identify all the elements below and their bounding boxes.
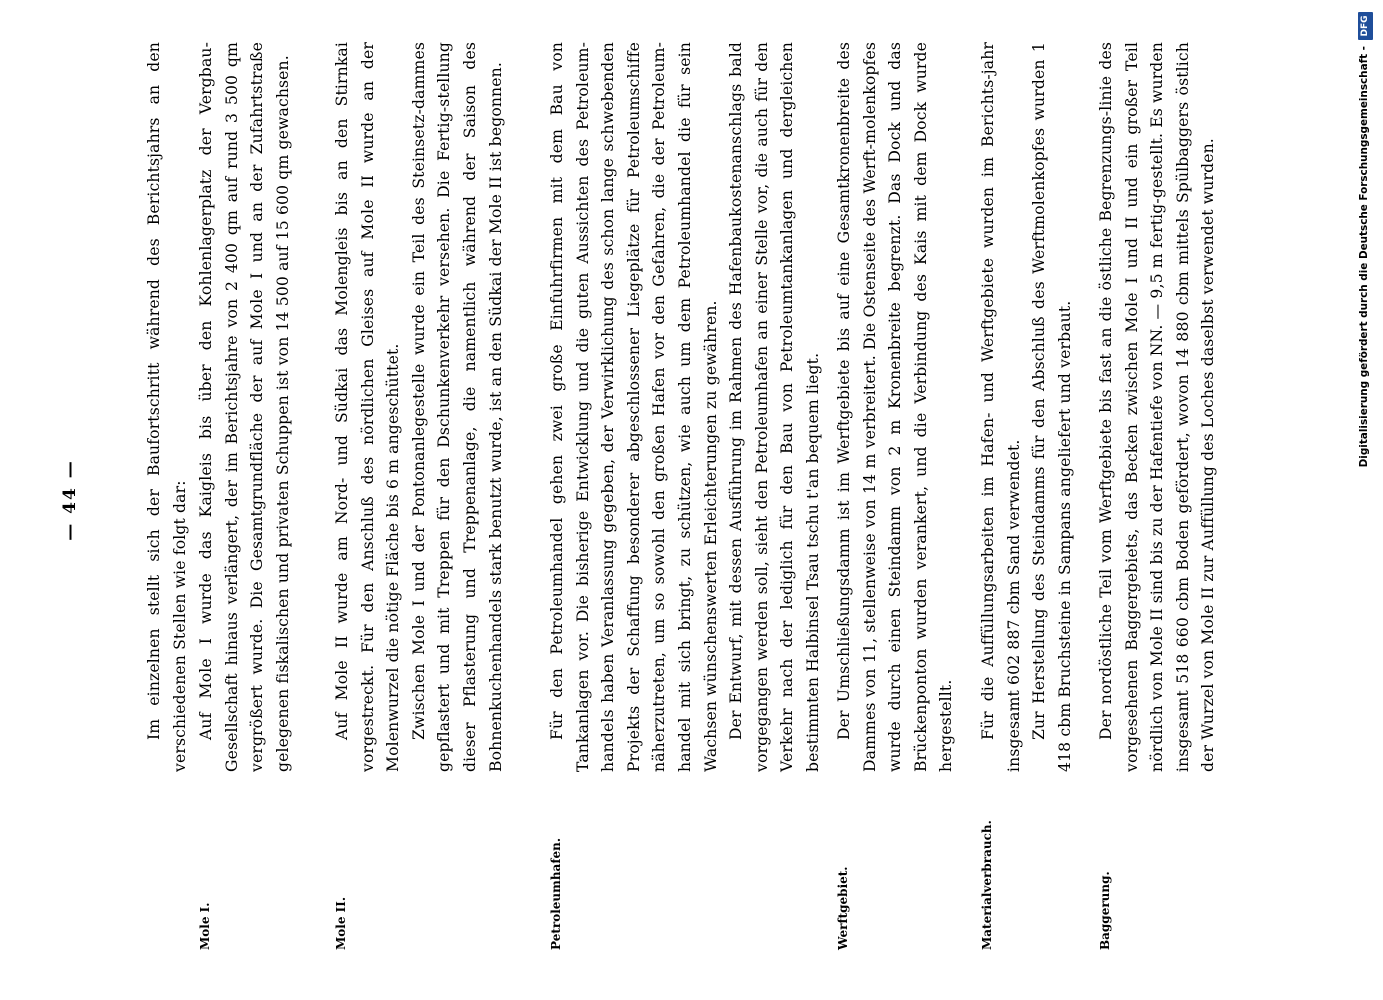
paragraph: Auf Mole II wurde am Nord- und Südkai das Molengleis bis an den Stirnkai vorgestreckt. Für den Anschluß des nördlichen Gleises auf Mole II wurde an der Molenwurzel die nötige Fläche bis 6 m angeschüttet. <box>333 42 403 772</box>
paragraph: Der nordöstliche Teil vom Werftgebiete bis fast an die östliche Begrenzungs-linie des vorgesehenen Baggergebiets, das Becken zwischen Mole I und II und ein großer Teil nördlich von Mole II sind bis zu der Hafentiefe von NN. — 9,5 m fertig-gestellt. Es wurden insgesamt 518 660 cbm Boden gefördert, wovon 14 880 cbm mittels Spülbaggers östlich der Wurzel von Mole II zur Auffüllung des Loches daselbst verwendet wurden. <box>1097 42 1218 772</box>
paragraph: Auf Mole I wurde das Kaigleis bis über den Kohlenlagerplatz der Vergbau-Gesellschaft hinaus verlängert, der im Berichtsjahre von 2 400 qm auf rund 3 500 qm vergrößert wurde. Die Gesamtgrundfläche der auf Mole I und an der Zufahrtstraße gelegenen fiskalischen und privaten Schuppen ist von 14 500 auf 15 600 qm gewachsen. <box>197 42 292 772</box>
digitization-note: Digitalisierung gefördert durch die Deutsche Forschungsgemeinschaft - <box>1358 46 1370 468</box>
digitization-footer <box>1358 0 1374 1000</box>
dfg-logo-icon: DFG <box>1358 12 1373 40</box>
sidenote-mole-2: Mole II. <box>334 896 348 950</box>
section-body <box>1094 42 1222 772</box>
sidenote-baggerung: Baggerung. <box>1098 871 1112 950</box>
sidenote-materialverbrauch: Materialverbrauch. <box>980 820 994 950</box>
paragraph: Der Umschließungsdamm ist im Werftgebiete bis auf eine Gesamtkronenbreite des Dammes von 11, stellenweise von 14 m verbreitert. Die Ostenseite des Werft-molenkopfes wurde durch einen Steindamm von 2 m Kronenbreite begrenzt. Das Dock und das Brückenponton wurden verankert, und die Verbindung des Kais mit dem Dock wurde hergestellt. <box>835 42 956 772</box>
sidenote-mole-1: Mole I. <box>198 902 212 950</box>
paragraph: Für die Auffüllungsarbeiten im Hafen- und Werftgebiete wurden im Berichts-jahr insgesamt 602 887 cbm Sand verwendet. <box>979 42 1023 772</box>
section-body <box>330 42 509 772</box>
paragraph: Der Entwurf, mit dessen Ausführung im Rahmen des Hafenbaukostenanschlags bald vorgegangen werden soll, sieht den Petroleumhafen an einer Stelle vor, die auch für den Verkehr nach der lediglich für den Bau von Petroleumtankanlagen und dergleichen bestimmten Halbinsel Tsau tschu t'an bequem liegt. <box>727 42 822 772</box>
section-body <box>832 42 960 772</box>
paragraph: Zur Herstellung des Steindamms für den Abschluß des Werftmolenkopfes wurden 1 418 cbm Bruchsteine in Sampans angeliefert und verbaut. <box>1030 42 1074 772</box>
section-body <box>976 42 1078 772</box>
sidenote-petroleumhafen: Petroleumhafen. <box>549 837 563 950</box>
section-body <box>545 42 827 772</box>
page-number-header: — 44 — <box>60 459 80 541</box>
section-body <box>194 42 296 772</box>
paragraph: Zwischen Mole I und der Pontonanlegestelle wurde ein Teil des Steinsetz-dammes gepflastert und mit Treppen für den Dschunkenverkehr versehen. Die Fertig-stellung dieser Pflasterung und Treppenanlage, die namentlich während der Saison des Bohnenkuchenhandels stark benutzt wurde, ist an den Südkai der Mole II ist begonnen. <box>409 42 505 772</box>
section-body <box>142 42 193 772</box>
sidenote-werftgebiet: Werftgebiet. <box>836 866 850 950</box>
paragraph: Im einzelnen stellt sich der Baufortschritt während des Berichtsjahrs an den verschiedenen Stellen wie folgt dar: <box>145 42 189 772</box>
paragraph: Für den Petroleumhandel gehen zwei große Einfuhrfirmen mit dem Bau von Tankanlagen vor. Die bisherige Entwicklung und die guten Aussichten des Petroleum-handels haben Veranlassung gegeben, der Verwirklichung des schon lange schwebenden Projekts der Schaffung besonderer abgeschlossener Liegeplätze für Petroleumschiffe näherzutreten, um so sowohl den großen Hafen vor den Gefahren, die der Petroleum-handel mit sich bringt, zu schützen, wie auch um dem Petroleumhandel die für sein Wachsen wünschenswerten Erleichterungen zu gewähren. <box>548 42 720 772</box>
